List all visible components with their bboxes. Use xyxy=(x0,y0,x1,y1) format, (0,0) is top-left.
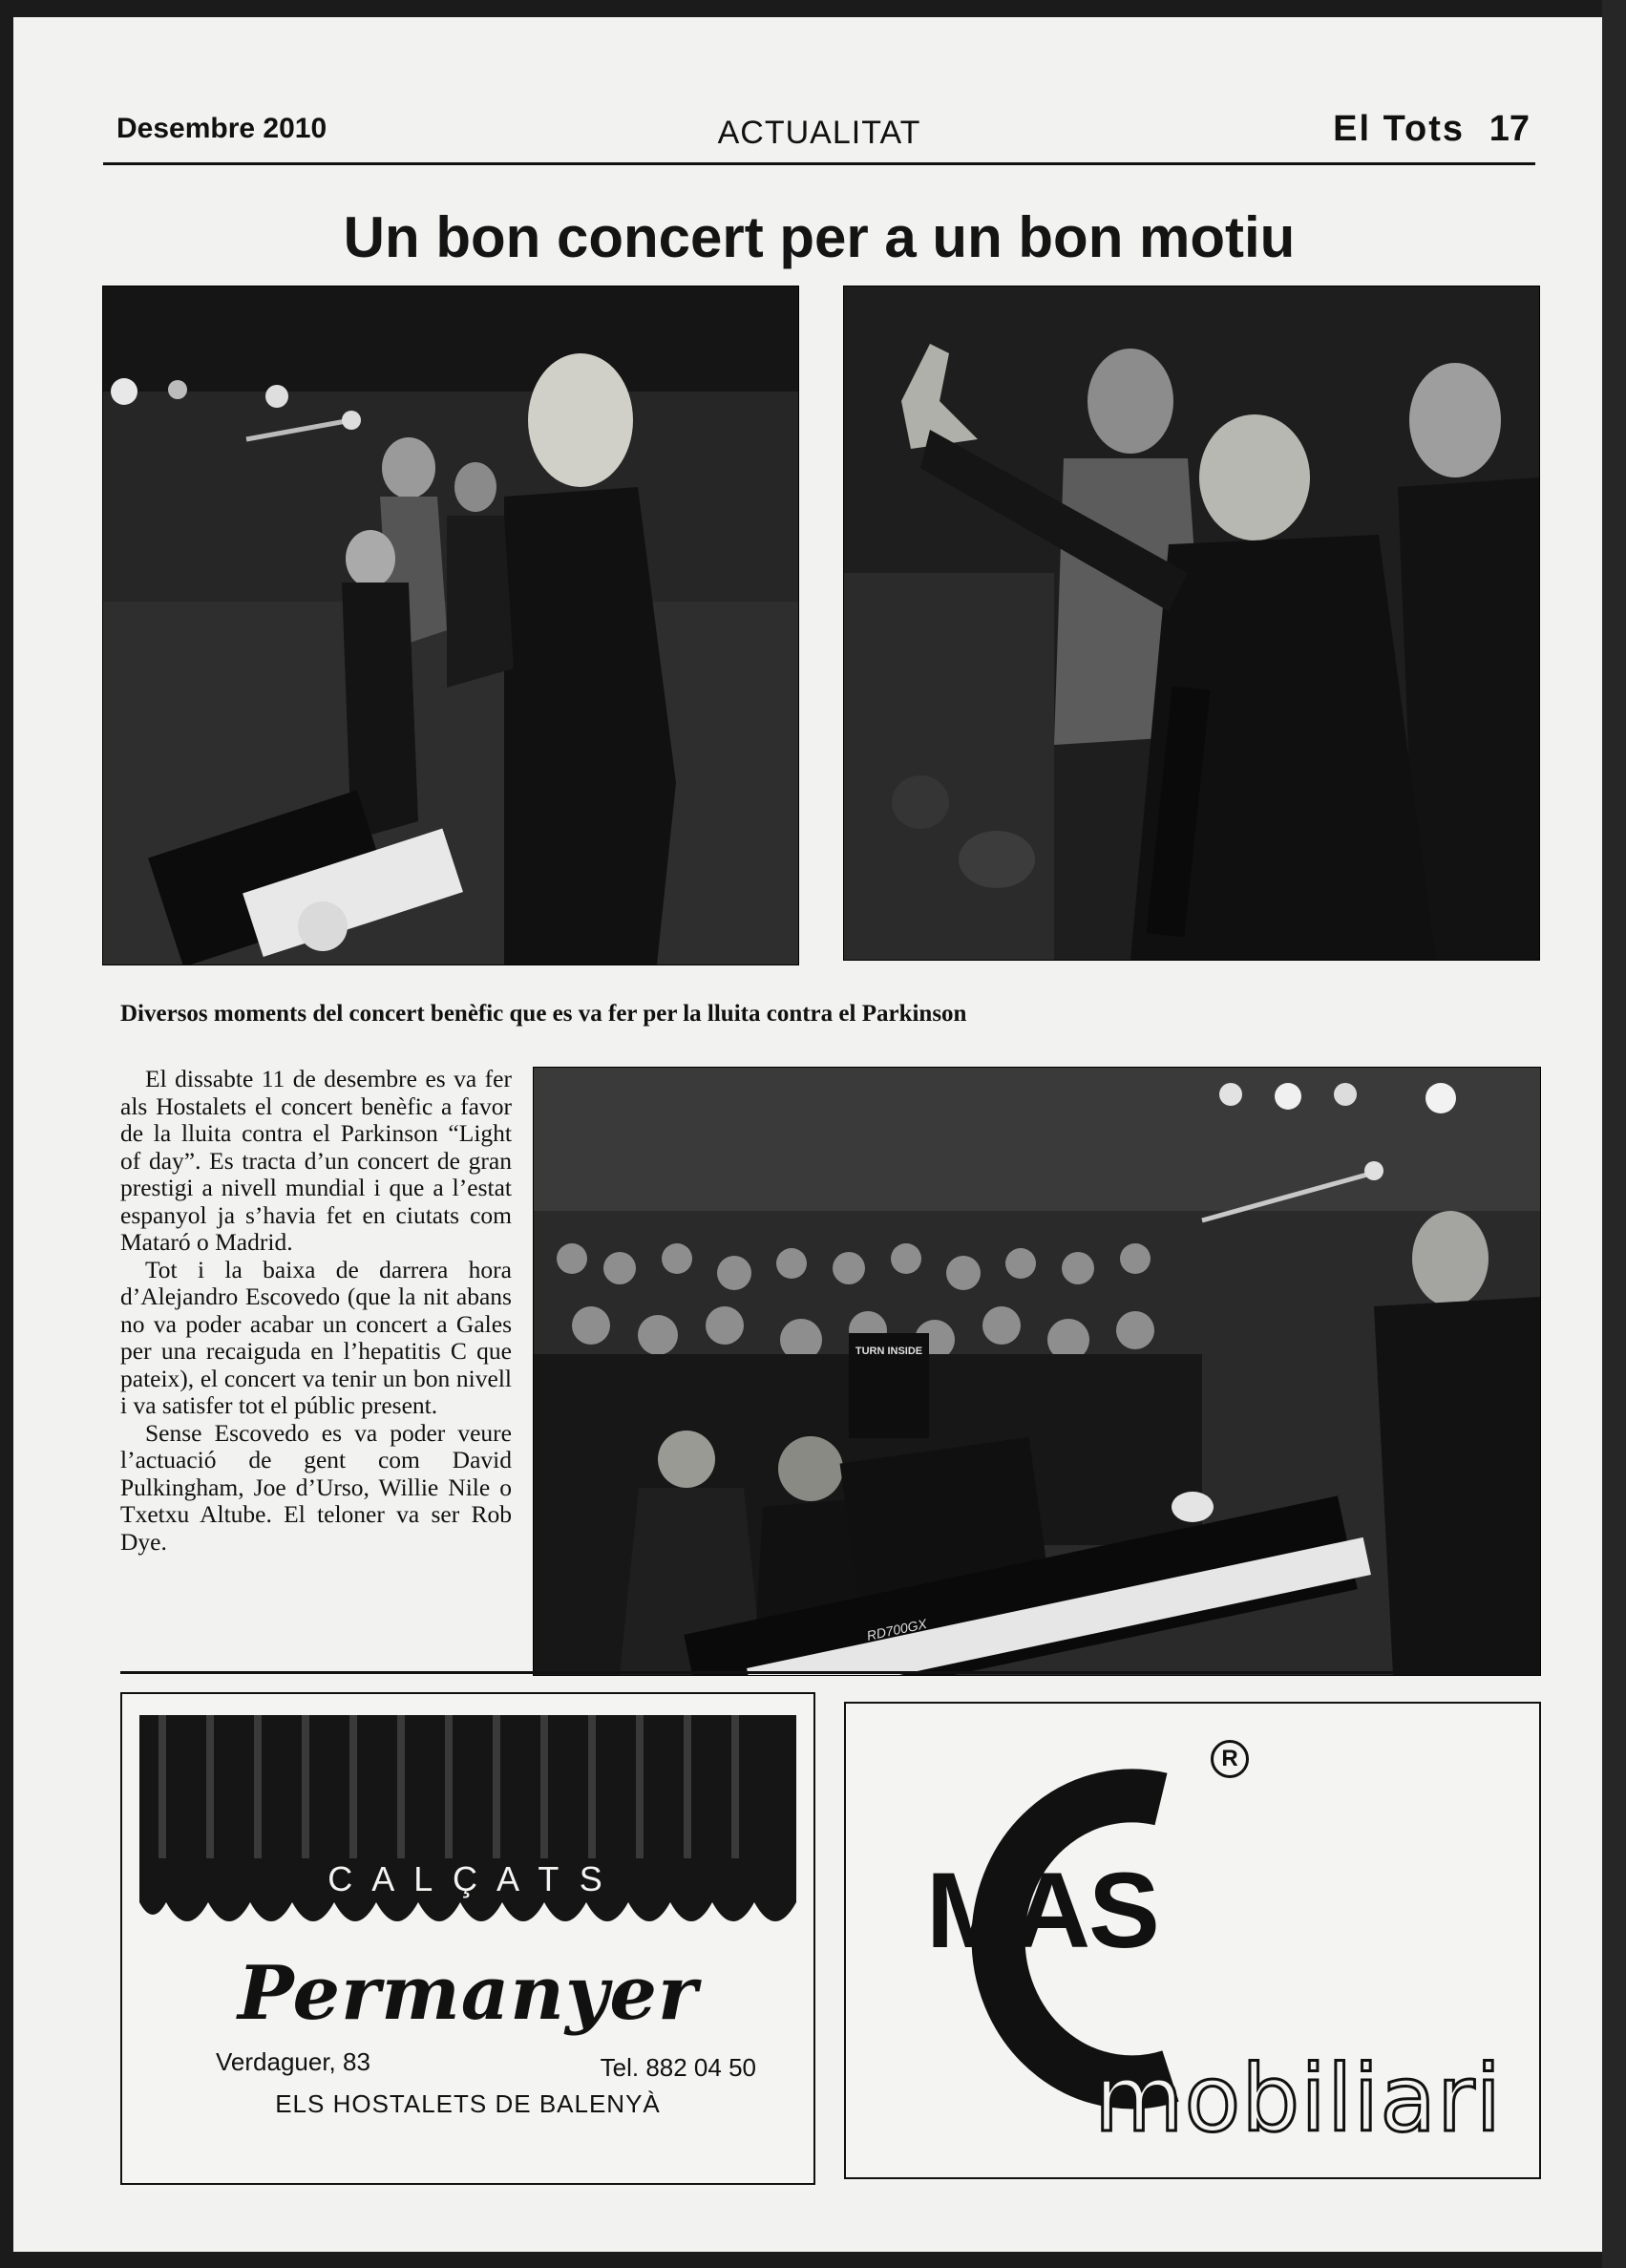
newspaper-page xyxy=(13,17,1602,2252)
page-number: 17 xyxy=(1489,109,1530,149)
shoes-town: ELS HOSTALETS DE BALENYÀ xyxy=(275,2089,661,2118)
photo-audience xyxy=(533,1067,1541,1676)
article-paragraph: El dissabte 11 de desembre es va fer als Hostalets el concert benèfic a favor de la lluita contra el Parkinson “Light of day”. Es tracta d’un concert de gran prestigi a nivell mundial i que a l’estat espanyol ja s’havia fet en ciutats com Mataró o Madrid. xyxy=(120,1065,512,1256)
article-body xyxy=(120,1066,512,1556)
photo-thumbs-up xyxy=(843,286,1540,961)
article-title: Un bon concert per a un bon motiu xyxy=(343,205,1296,269)
shoes-phone: Tel. 882 04 50 xyxy=(600,2053,756,2082)
article-paragraph: Sense Escovedo es va poder veure l’actuació de gent com David Pulkingham, Joe d’Urso, Willie Nile o Txetxu Altube. El teloner va ser Rob Dye. xyxy=(120,1418,512,1556)
mas-brand: MAS xyxy=(926,1851,1158,1970)
photo-caption: Diversos moments del concert benèfic que es va fer per la lluita contra el Parkinson xyxy=(120,1001,967,1027)
photo-stage-band xyxy=(102,286,799,965)
keyboard-model-text: RD700GX xyxy=(865,1616,929,1643)
issue-date: Desembre 2010 xyxy=(116,113,327,144)
awning-graphic xyxy=(139,1715,796,1940)
ad-calcats-permanyer xyxy=(120,1692,815,2185)
shoes-address: Verdaguer, 83 xyxy=(216,2047,370,2076)
publication-name: El Tots xyxy=(1333,109,1465,149)
ad-mas-mobiliari xyxy=(844,1702,1541,2179)
registered-mark: R xyxy=(1211,1740,1249,1778)
page-header xyxy=(103,95,1535,165)
binding-spine xyxy=(1602,0,1626,2268)
shoes-brand: Permanyer xyxy=(237,1950,699,2037)
mobiliari-text: mobiliari xyxy=(1094,2045,1503,2152)
shirt-text: TURN INSIDE xyxy=(855,1346,923,1357)
article-paragraph: Tot i la baixa de darrera hora d’Alejandro Escovedo (que la nit abans no va poder acabar un concert a Gales per una recaiguda en l’hepatitis C que pateix), el concert va tenir un bon nivell i va satisfer tot el públic present. xyxy=(120,1255,512,1419)
awning-text: C A L Ç A T S xyxy=(327,1859,608,1898)
section-name: ACTUALITAT xyxy=(717,115,921,151)
section-divider xyxy=(120,1671,1539,1674)
